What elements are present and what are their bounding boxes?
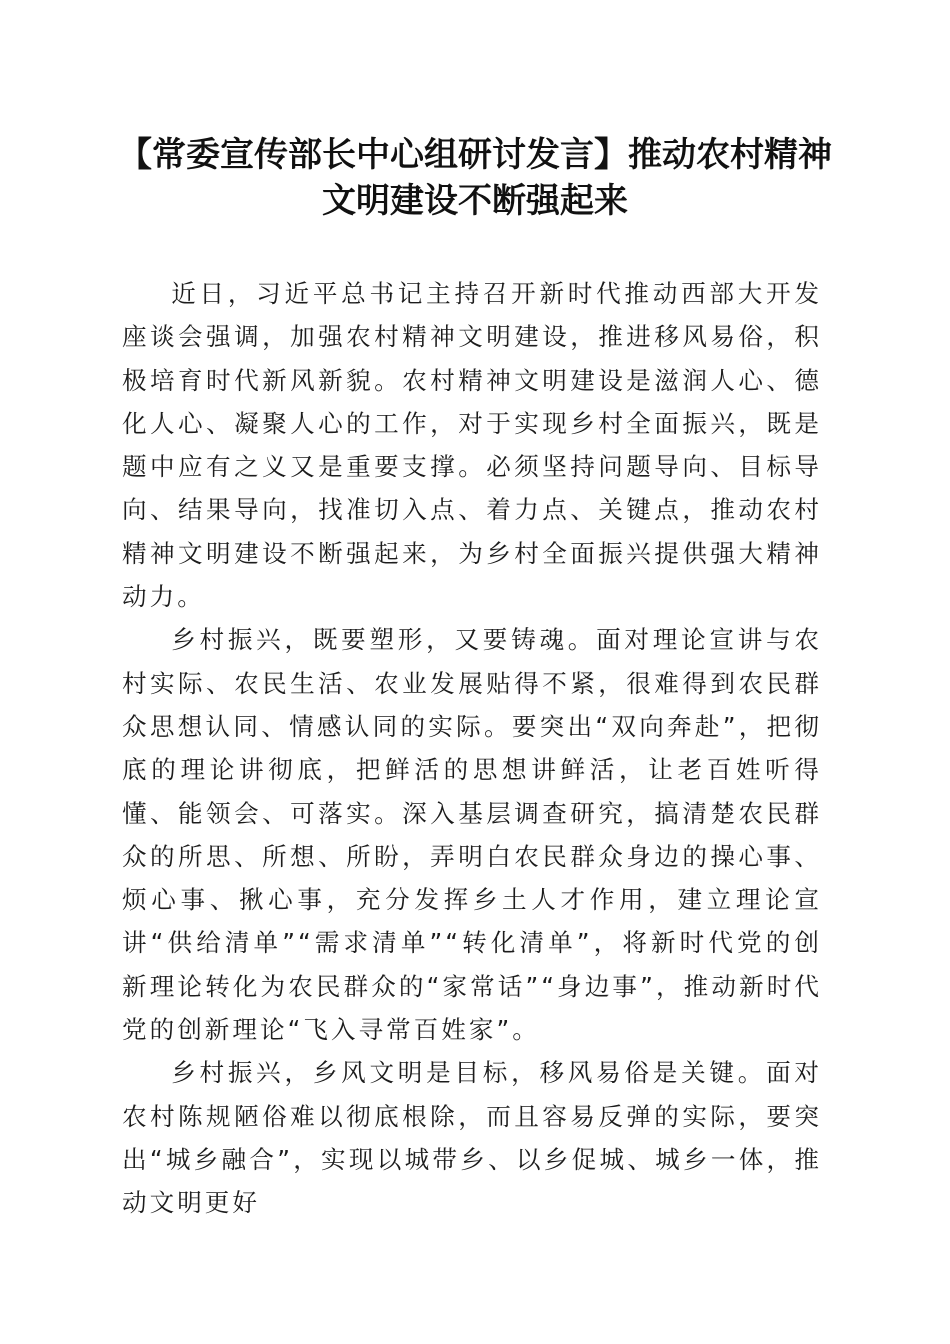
document-body bbox=[122, 272, 822, 1225]
document-title: 【常委宣传部长中心组研讨发言】推动农村精神文明建设不断强起来 bbox=[118, 135, 832, 221]
paragraph-2: 乡村振兴，既要塑形，又要铸魂。面对理论宣讲与农村实际、农民生活、农业发展贴得不紧，很难得到农民群众思想认同、情感认同的实际。要突出“双向奔赴”，把彻底的理论讲彻底，把鲜活的思想讲鲜活，让老百姓听得懂、能领会、可落实。深入基层调查研究，搞清楚农民群众的所思、所想、所盼，弄明白农民群众身边的操心事、烦心事、揪心事，充分发挥乡土人才作用，建立理论宣讲“供给清单”“需求清单”“转化清单”，将新时代党的创新理论转化为农民群众的“家常话”“身边事”，推动新时代党的创新理论“飞入寻常百姓家”。 bbox=[122, 625, 822, 1045]
paragraph-3: 乡村振兴，乡风文明是目标，移风易俗是关键。面对农村陈规陋俗难以彻底根除，而且容易反弹的实际，要突出“城乡融合”，实现以城带乡、以乡促城、城乡一体，推动文明更好 bbox=[122, 1058, 822, 1218]
paragraph-1: 近日，习近平总书记主持召开新时代推动西部大开发座谈会强调，加强农村精神文明建设，推进移风易俗，积极培育时代新风新貌。农村精神文明建设是滋润人心、德化人心、凝聚人心的工作，对于实现乡村全面振兴，既是题中应有之义又是重要支撑。必须坚持问题导向、目标导向、结果导向，找准切入点、着力点、关键点，推动农村精神文明建设不断强起来，为乡村全面振兴提供强大精神动力。 bbox=[122, 279, 822, 612]
